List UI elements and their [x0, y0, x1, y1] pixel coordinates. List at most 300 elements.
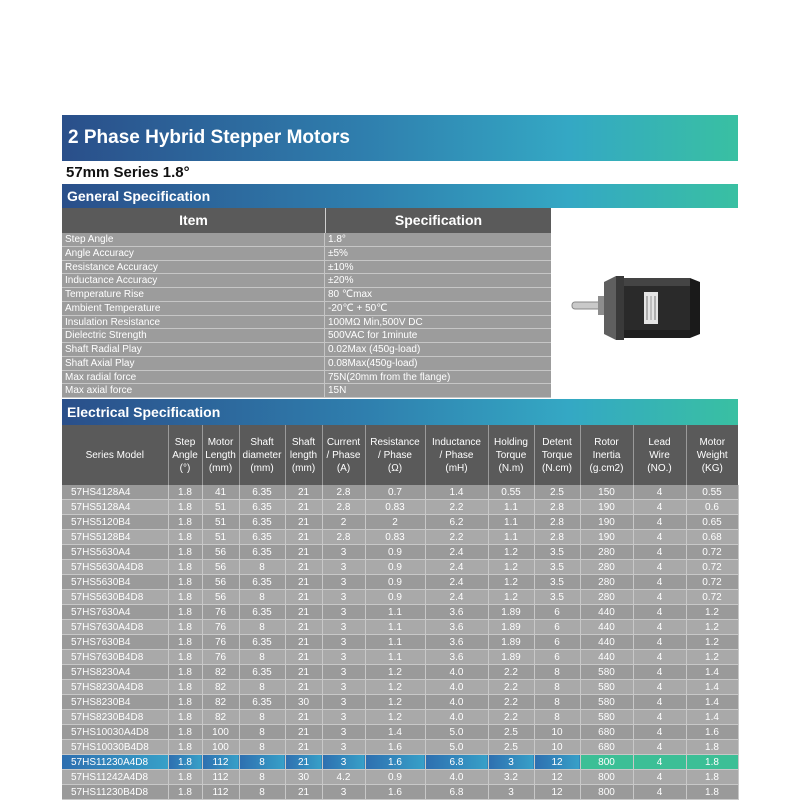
table-cell: 2.2: [488, 695, 534, 710]
table-cell: 21: [285, 635, 322, 650]
table-cell: 4: [633, 650, 686, 665]
table-row: [62, 665, 738, 680]
table-cell: 21: [285, 620, 322, 635]
table-cell: 680: [580, 740, 633, 755]
column-header: Current / Phase (A): [322, 425, 365, 485]
table-cell: 4: [633, 515, 686, 530]
table-cell: 1.1: [488, 515, 534, 530]
table-cell: 6.35: [239, 485, 285, 500]
table-cell: 82: [202, 680, 239, 695]
table-cell: 1.6: [365, 755, 425, 770]
column-header: Shaft length (mm): [285, 425, 322, 485]
spec-value: 80 ℃max: [328, 289, 373, 300]
table-cell: 4: [633, 725, 686, 740]
table-cell: 5.0: [425, 725, 488, 740]
table-cell: 3: [488, 785, 534, 800]
column-header-specification: Specification: [394, 212, 483, 228]
table-cell: 4: [633, 545, 686, 560]
table-cell: 12: [534, 785, 580, 800]
table-cell: 1.2: [488, 575, 534, 590]
table-row: [62, 500, 738, 515]
spec-value: ±20%: [328, 275, 354, 287]
spec-value: 15N: [328, 385, 347, 397]
model-cell: 57HS11230B4D8: [62, 785, 168, 800]
table-row: [62, 575, 738, 590]
table-cell: 6.35: [239, 605, 285, 620]
table-cell: 190: [580, 530, 633, 545]
table-cell: 12: [534, 770, 580, 785]
table-cell: 21: [285, 485, 322, 500]
table-cell: 1.2: [488, 545, 534, 560]
table-cell: 3: [322, 575, 365, 590]
model-cell: 57HS8230B4: [62, 695, 168, 710]
table-cell: 6.35: [239, 695, 285, 710]
table-cell: 2.8: [322, 530, 365, 545]
table-cell: 8: [239, 590, 285, 605]
table-cell: 800: [580, 785, 633, 800]
table-cell: 1.8: [168, 755, 202, 770]
table-cell: 800: [580, 755, 633, 770]
table-cell: 4: [633, 560, 686, 575]
table-cell: 0.83: [365, 530, 425, 545]
spec-item: Angle Accuracy: [62, 247, 325, 260]
table-cell: 3: [322, 590, 365, 605]
table-cell: 4: [633, 620, 686, 635]
table-cell: 1.8: [168, 560, 202, 575]
series-title: 57mm Series 1.8°: [66, 164, 190, 181]
table-cell: 4: [633, 710, 686, 725]
table-cell: 1.2: [686, 650, 738, 665]
spec-value: 1.8°: [328, 234, 346, 245]
table-cell: 3: [322, 560, 365, 575]
spec-row: [62, 274, 551, 288]
table-cell: 3: [322, 680, 365, 695]
table-cell: 580: [580, 710, 633, 725]
table-cell: 1.4: [686, 680, 738, 695]
table-cell: 3.6: [425, 635, 488, 650]
table-cell: 4: [633, 665, 686, 680]
table-cell: 3: [322, 605, 365, 620]
table-cell: 21: [285, 530, 322, 545]
table-cell: 6.35: [239, 665, 285, 680]
table-cell: 8: [239, 620, 285, 635]
table-cell: 21: [285, 755, 322, 770]
spec-row: [62, 302, 551, 316]
table-cell: 6.35: [239, 635, 285, 650]
table-cell: 6.2: [425, 515, 488, 530]
table-cell: 190: [580, 500, 633, 515]
table-cell: 6: [534, 635, 580, 650]
model-cell: 57HS4128A4: [62, 485, 168, 500]
table-cell: 580: [580, 665, 633, 680]
model-cell: 57HS7630A4D8: [62, 620, 168, 635]
table-cell: 100: [202, 740, 239, 755]
table-cell: 21: [285, 545, 322, 560]
table-cell: 1.2: [365, 680, 425, 695]
table-cell: 0.72: [686, 590, 738, 605]
table-cell: 0.55: [686, 485, 738, 500]
table-cell: 3.5: [534, 590, 580, 605]
spec-row: [62, 247, 551, 261]
model-cell: 57HS5630B4D8: [62, 590, 168, 605]
table-cell: 3: [322, 740, 365, 755]
table-cell: 1.4: [365, 725, 425, 740]
table-row: [62, 725, 738, 740]
table-cell: 0.9: [365, 770, 425, 785]
table-cell: 2: [365, 515, 425, 530]
electrical-spec-body: [62, 485, 738, 800]
table-cell: 3: [322, 635, 365, 650]
spec-value: 0.02Max (450g-load): [328, 344, 421, 355]
table-cell: 21: [285, 740, 322, 755]
general-spec-banner: [62, 184, 738, 208]
table-cell: 1.6: [365, 785, 425, 800]
table-row: [62, 530, 738, 545]
table-cell: 1.89: [488, 635, 534, 650]
table-cell: 6: [534, 620, 580, 635]
table-cell: 3.6: [425, 650, 488, 665]
table-cell: 2.8: [322, 500, 365, 515]
table-cell: 1.8: [168, 785, 202, 800]
table-cell: 21: [285, 590, 322, 605]
page-title: 2 Phase Hybrid Stepper Motors: [68, 127, 350, 148]
table-cell: 2.8: [534, 530, 580, 545]
electrical-spec-table: [62, 425, 739, 800]
table-cell: 2.2: [488, 710, 534, 725]
model-cell: 57HS5630A4: [62, 545, 168, 560]
table-cell: 1.8: [686, 770, 738, 785]
table-row: [62, 485, 738, 500]
table-cell: 6.35: [239, 530, 285, 545]
table-cell: 1.8: [168, 680, 202, 695]
table-cell: 51: [202, 500, 239, 515]
spec-value: 500VAC for 1minute: [328, 330, 418, 342]
table-cell: 82: [202, 695, 239, 710]
column-header: Lead Wire (NO.): [633, 425, 686, 485]
table-cell: 2.2: [425, 530, 488, 545]
table-cell: 56: [202, 575, 239, 590]
table-cell: 4: [633, 575, 686, 590]
model-cell: 57HS5120B4: [62, 515, 168, 530]
electrical-spec-heading: Electrical Specification: [67, 404, 221, 420]
table-cell: 580: [580, 680, 633, 695]
table-cell: 8: [534, 680, 580, 695]
table-cell: 1.8: [168, 740, 202, 755]
table-cell: 3: [322, 665, 365, 680]
table-cell: 4: [633, 605, 686, 620]
table-cell: 4.0: [425, 770, 488, 785]
table-cell: 112: [202, 755, 239, 770]
table-cell: 12: [534, 755, 580, 770]
table-cell: 1.8: [168, 545, 202, 560]
table-cell: 2.2: [488, 665, 534, 680]
model-cell: 57HS5630B4: [62, 575, 168, 590]
table-cell: 1.89: [488, 605, 534, 620]
table-cell: 280: [580, 575, 633, 590]
table-row: [62, 695, 738, 710]
table-cell: 10: [534, 725, 580, 740]
table-cell: 4: [633, 590, 686, 605]
table-row: [62, 560, 738, 575]
spec-value: 75N(20mm from the flange): [328, 371, 451, 383]
table-cell: 6: [534, 650, 580, 665]
table-row: [62, 515, 738, 530]
table-cell: 1.8: [168, 725, 202, 740]
table-cell: 0.55: [488, 485, 534, 500]
table-row: [62, 605, 738, 620]
table-cell: 8: [239, 740, 285, 755]
table-cell: 51: [202, 515, 239, 530]
spec-item: Step Angle: [62, 233, 325, 246]
table-cell: 0.7: [365, 485, 425, 500]
table-cell: 1.8: [168, 575, 202, 590]
model-cell: 57HS8230B4D8: [62, 710, 168, 725]
table-cell: 3: [322, 785, 365, 800]
table-cell: 6.35: [239, 545, 285, 560]
highlighted-table-row: [62, 755, 738, 770]
column-header: Rotor Inertia (g.cm2): [580, 425, 633, 485]
table-cell: 4: [633, 500, 686, 515]
table-cell: 0.9: [365, 590, 425, 605]
table-cell: 56: [202, 545, 239, 560]
table-cell: 680: [580, 725, 633, 740]
table-cell: 1.8: [168, 500, 202, 515]
table-cell: 1.1: [365, 620, 425, 635]
table-cell: 1.2: [365, 665, 425, 680]
table-cell: 0.65: [686, 515, 738, 530]
table-cell: 8: [534, 710, 580, 725]
table-cell: 1.2: [488, 560, 534, 575]
table-cell: 6.8: [425, 785, 488, 800]
table-cell: 1.1: [365, 635, 425, 650]
table-cell: 1.8: [168, 620, 202, 635]
table-cell: 800: [580, 770, 633, 785]
table-cell: 1.2: [365, 710, 425, 725]
table-cell: 0.9: [365, 575, 425, 590]
spec-row: [62, 261, 551, 275]
spec-item: Inductance Accuracy: [62, 274, 325, 287]
spec-item: Temperature Rise: [62, 288, 325, 301]
table-cell: 112: [202, 785, 239, 800]
table-cell: 4: [633, 680, 686, 695]
table-cell: 1.2: [686, 620, 738, 635]
table-row: [62, 590, 738, 605]
table-cell: 2.8: [322, 485, 365, 500]
table-cell: 1.8: [168, 770, 202, 785]
column-header: Step Angle (°): [168, 425, 202, 485]
table-cell: 1.8: [168, 605, 202, 620]
table-cell: 280: [580, 545, 633, 560]
table-cell: 8: [239, 725, 285, 740]
table-cell: 1.2: [488, 590, 534, 605]
table-cell: 41: [202, 485, 239, 500]
model-cell: 57HS8230A4D8: [62, 680, 168, 695]
spec-row: [62, 343, 551, 357]
table-cell: 4.0: [425, 680, 488, 695]
table-cell: 1.6: [686, 725, 738, 740]
general-spec-table: [62, 208, 551, 398]
table-cell: 3: [322, 755, 365, 770]
spec-item: Insulation Resistance: [62, 316, 325, 329]
table-cell: 8: [534, 695, 580, 710]
table-cell: 150: [580, 485, 633, 500]
table-cell: 4: [633, 785, 686, 800]
table-cell: 30: [285, 770, 322, 785]
table-cell: 3.2: [488, 770, 534, 785]
table-cell: 1.8: [686, 755, 738, 770]
spec-value: 100MΩ Min,500V DC: [328, 316, 423, 328]
general-spec-heading: General Specification: [67, 188, 211, 204]
spec-item: Dielectric Strength: [62, 329, 325, 342]
table-cell: 4.2: [322, 770, 365, 785]
table-cell: 3: [322, 725, 365, 740]
spec-item: Ambient Temperature: [62, 302, 325, 315]
spec-row: [62, 371, 551, 385]
table-cell: 1.8: [168, 515, 202, 530]
table-cell: 0.6: [686, 500, 738, 515]
column-header: Shaft diameter (mm): [239, 425, 285, 485]
table-cell: 76: [202, 605, 239, 620]
table-cell: 1.8: [168, 650, 202, 665]
table-cell: 21: [285, 500, 322, 515]
table-row: [62, 770, 738, 785]
model-cell: 57HS5630A4D8: [62, 560, 168, 575]
table-cell: 280: [580, 560, 633, 575]
table-cell: 8: [534, 665, 580, 680]
table-cell: 2: [322, 515, 365, 530]
table-cell: 0.68: [686, 530, 738, 545]
table-cell: 3.6: [425, 605, 488, 620]
table-cell: 21: [285, 725, 322, 740]
table-cell: 76: [202, 620, 239, 635]
table-cell: 1.89: [488, 650, 534, 665]
table-cell: 4: [633, 635, 686, 650]
table-cell: 82: [202, 665, 239, 680]
spec-row: [62, 288, 551, 302]
model-cell: 57HS8230A4: [62, 665, 168, 680]
table-cell: 100: [202, 725, 239, 740]
table-cell: 30: [285, 695, 322, 710]
table-cell: 56: [202, 590, 239, 605]
table-cell: 2.5: [488, 740, 534, 755]
spec-value: ±10%: [328, 261, 354, 273]
table-row: [62, 710, 738, 725]
table-cell: 1.4: [425, 485, 488, 500]
table-cell: 5.0: [425, 740, 488, 755]
table-cell: 2.4: [425, 560, 488, 575]
table-cell: 1.6: [365, 740, 425, 755]
table-cell: 1.2: [686, 635, 738, 650]
table-cell: 2.4: [425, 590, 488, 605]
table-cell: 1.2: [686, 605, 738, 620]
table-cell: 0.72: [686, 560, 738, 575]
model-cell: 57HS7630A4: [62, 605, 168, 620]
table-cell: 6.35: [239, 575, 285, 590]
table-cell: 190: [580, 515, 633, 530]
table-cell: 1.8: [686, 785, 738, 800]
model-cell: 57HS10030A4D8: [62, 725, 168, 740]
table-cell: 21: [285, 515, 322, 530]
table-cell: 1.8: [168, 635, 202, 650]
table-cell: 1.1: [365, 605, 425, 620]
table-cell: 51: [202, 530, 239, 545]
model-cell: 57HS7630B4: [62, 635, 168, 650]
model-cell: 57HS5128B4: [62, 530, 168, 545]
table-cell: 4: [633, 530, 686, 545]
table-cell: 3.6: [425, 620, 488, 635]
table-cell: 3.5: [534, 560, 580, 575]
general-spec-header: [62, 208, 551, 233]
table-cell: 8: [239, 770, 285, 785]
table-cell: 76: [202, 635, 239, 650]
table-cell: 2.2: [425, 500, 488, 515]
table-cell: 4: [633, 755, 686, 770]
table-cell: 10: [534, 740, 580, 755]
table-cell: 0.9: [365, 560, 425, 575]
table-row: [62, 680, 738, 695]
table-cell: 8: [239, 680, 285, 695]
table-cell: 8: [239, 785, 285, 800]
spec-row: [62, 316, 551, 330]
spec-value: ±5%: [328, 247, 348, 259]
model-cell: 57HS7630B4D8: [62, 650, 168, 665]
table-cell: 3: [322, 650, 365, 665]
table-cell: 1.1: [488, 530, 534, 545]
table-cell: 3: [322, 545, 365, 560]
table-cell: 1.8: [168, 665, 202, 680]
table-cell: 6.35: [239, 515, 285, 530]
table-row: [62, 620, 738, 635]
table-cell: 1.1: [488, 500, 534, 515]
table-cell: 2.5: [488, 725, 534, 740]
table-cell: 3: [322, 710, 365, 725]
table-cell: 21: [285, 575, 322, 590]
table-cell: 2.5: [534, 485, 580, 500]
table-cell: 2.4: [425, 545, 488, 560]
table-cell: 3: [322, 620, 365, 635]
spec-item: Shaft Axial Play: [62, 357, 325, 370]
table-cell: 3.5: [534, 545, 580, 560]
general-spec-body: [62, 233, 551, 398]
table-cell: 21: [285, 665, 322, 680]
spec-value: -20℃ + 50℃: [328, 302, 388, 314]
table-cell: 21: [285, 785, 322, 800]
table-cell: 6.35: [239, 500, 285, 515]
table-cell: 21: [285, 650, 322, 665]
table-cell: 4: [633, 485, 686, 500]
table-cell: 3: [488, 755, 534, 770]
table-cell: 6.8: [425, 755, 488, 770]
electrical-spec-banner: [62, 399, 738, 425]
spec-item: Shaft Radial Play: [62, 343, 325, 356]
table-cell: 4.0: [425, 695, 488, 710]
table-cell: 8: [239, 560, 285, 575]
table-cell: 4: [633, 695, 686, 710]
table-cell: 1.8: [168, 695, 202, 710]
column-header: Inductance / Phase (mH): [425, 425, 488, 485]
model-cell: 57HS5128A4: [62, 500, 168, 515]
spec-item: Max radial force: [62, 371, 325, 384]
table-cell: 8: [239, 755, 285, 770]
table-cell: 1.8: [168, 485, 202, 500]
table-cell: 56: [202, 560, 239, 575]
table-cell: 112: [202, 770, 239, 785]
table-cell: 6: [534, 605, 580, 620]
table-cell: 2.2: [488, 680, 534, 695]
model-cell: 57HS11242A4D8: [62, 770, 168, 785]
table-cell: 280: [580, 590, 633, 605]
table-cell: 1.4: [686, 695, 738, 710]
